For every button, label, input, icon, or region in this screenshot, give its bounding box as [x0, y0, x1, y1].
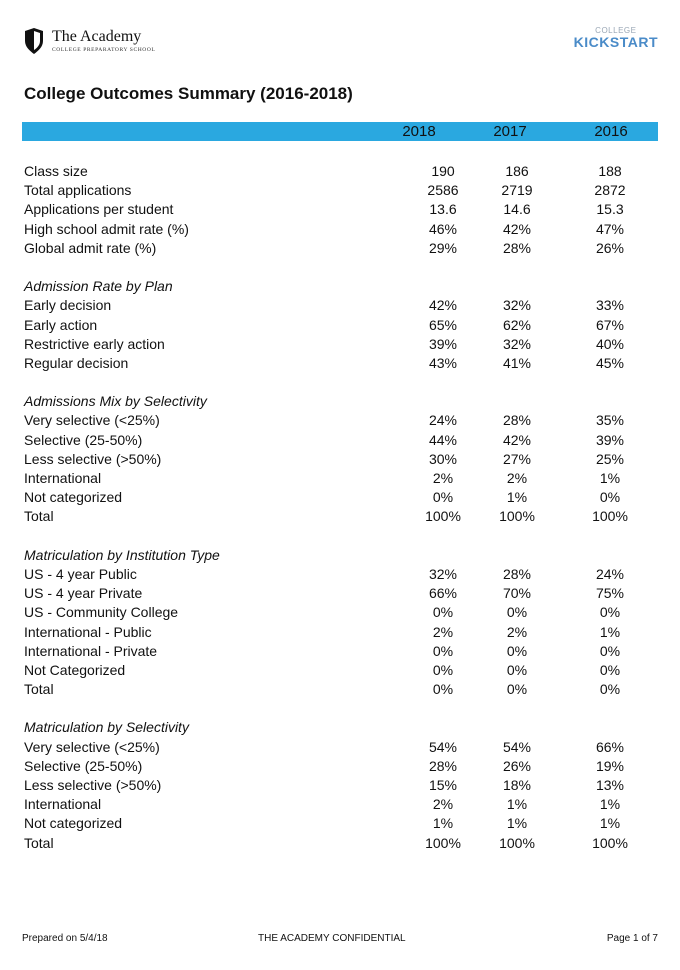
cell-value-2018: 39%	[428, 335, 458, 352]
section-spacer	[24, 373, 664, 392]
cell-value-2018: 100%	[425, 508, 461, 525]
cell-value-2016: 1%	[599, 796, 621, 813]
cell-value-2016: 1%	[599, 623, 621, 640]
prepared-date: Prepared on 5/4/18	[22, 933, 108, 944]
section-title-label: Admission Rate by Plan	[24, 278, 173, 295]
table-row	[24, 354, 664, 373]
row-label: Very selective (<25%)	[24, 738, 160, 755]
cell-value-2016: 1%	[599, 815, 621, 832]
cell-value-2017: 42%	[502, 431, 532, 448]
page-title: College Outcomes Summary (2016-2018)	[24, 84, 353, 103]
cell-value-2018: 0%	[432, 642, 454, 659]
cell-value-2018: 2%	[432, 470, 454, 486]
cell-value-2017: 28%	[502, 565, 532, 582]
cell-value-2018: 0%	[432, 489, 454, 506]
row-label: Regular decision	[24, 354, 129, 371]
cell-value-2017: 1%	[506, 796, 528, 813]
cell-value-2018: 100%	[425, 834, 461, 851]
cell-value-2016: 26%	[595, 239, 625, 256]
kickstart-logo	[574, 26, 658, 50]
table-row	[24, 469, 664, 488]
cell-value-2017: 186	[505, 163, 529, 179]
cell-value-2017: 0%	[506, 661, 528, 678]
row-label: Not categorized	[24, 815, 123, 832]
row-label: Applications per student	[24, 201, 174, 218]
cell-value-2018: 30%	[428, 450, 458, 467]
shield-icon	[24, 28, 44, 54]
logo-subtitle: COLLEGE PREPARATORY SCHOOL	[52, 47, 156, 53]
cell-value-2017: 32%	[502, 297, 532, 314]
section-title	[24, 718, 664, 737]
cell-value-2018: 2%	[432, 796, 454, 813]
cell-value-2016: 0%	[599, 661, 621, 678]
table-row	[24, 776, 664, 795]
table-row	[24, 565, 664, 584]
cell-value-2018: 15%	[428, 777, 458, 793]
table-row	[24, 450, 664, 469]
cell-value-2016: 13%	[595, 777, 625, 793]
cell-value-2018: 13.6	[429, 201, 457, 218]
row-label: Early action	[24, 316, 98, 333]
section-title-label: Matriculation by Institution Type	[24, 546, 220, 563]
cell-value-2017: 41%	[502, 354, 532, 371]
cell-value-2016: 0%	[599, 489, 621, 506]
cell-value-2017: 28%	[502, 239, 532, 256]
section-title-label: Matriculation by Selectivity	[24, 719, 189, 736]
cell-value-2018: 1%	[432, 815, 454, 832]
table-row	[24, 584, 664, 603]
section-title	[24, 277, 664, 296]
table-row	[24, 162, 664, 181]
row-label: Total	[24, 834, 54, 851]
cell-value-2018: 2%	[432, 623, 454, 640]
cell-value-2016: 0%	[599, 604, 621, 621]
cell-value-2017: 100%	[499, 508, 535, 525]
table-row	[24, 296, 664, 315]
table-row	[24, 239, 664, 258]
cell-value-2017: 1%	[506, 815, 528, 832]
cell-value-2017: 42%	[502, 220, 532, 237]
kickstart-logo-big: KICKSTART	[573, 34, 658, 50]
table-row	[24, 411, 664, 430]
row-label: International - Private	[24, 642, 158, 659]
table-row	[24, 795, 664, 814]
column-header-2016: 2016	[594, 123, 628, 140]
column-header-band	[22, 122, 658, 141]
cell-value-2018: 190	[431, 163, 455, 179]
cell-value-2017: 14.6	[503, 201, 531, 218]
table-row	[24, 488, 664, 507]
table-row	[24, 623, 664, 642]
row-label: Very selective (<25%)	[24, 412, 160, 429]
row-label: Total applications	[24, 182, 132, 199]
cell-value-2017: 18%	[502, 777, 532, 793]
cell-value-2017: 28%	[502, 412, 532, 429]
row-label: International	[24, 796, 102, 813]
row-label: Less selective (>50%)	[24, 450, 162, 467]
table-row	[24, 814, 664, 833]
row-label: Global admit rate (%)	[24, 239, 157, 256]
column-header-2018: 2018	[402, 123, 436, 140]
cell-value-2018: 24%	[428, 412, 458, 429]
row-label: Less selective (>50%)	[24, 777, 162, 793]
cell-value-2017: 32%	[502, 335, 532, 352]
cell-value-2017: 2%	[506, 470, 528, 486]
row-label: US - 4 year Private	[24, 585, 143, 602]
column-header-2017: 2017	[493, 123, 527, 140]
cell-value-2016: 33%	[595, 297, 625, 314]
cell-value-2016: 47%	[595, 220, 625, 237]
row-label: Selective (25-50%)	[24, 431, 143, 448]
row-label: Total	[24, 508, 54, 525]
cell-value-2017: 1%	[506, 489, 528, 506]
cell-value-2018: 2586	[427, 182, 459, 199]
cell-value-2016: 1%	[599, 470, 621, 486]
table-row	[24, 757, 664, 776]
table-row	[24, 661, 664, 680]
row-label: Not Categorized	[24, 661, 126, 678]
cell-value-2016: 66%	[595, 738, 625, 755]
table-row	[24, 680, 664, 699]
cell-value-2016: 67%	[595, 316, 625, 333]
cell-value-2016: 100%	[592, 508, 628, 525]
cell-value-2017: 0%	[506, 642, 528, 659]
cell-value-2016: 35%	[595, 412, 625, 429]
cell-value-2017: 100%	[499, 834, 535, 851]
cell-value-2018: 46%	[428, 220, 458, 237]
section-spacer	[24, 527, 664, 546]
row-label: International - Public	[24, 623, 152, 640]
page-number: Page 1 of 7	[606, 933, 658, 944]
section-title	[24, 546, 664, 565]
cell-value-2016: 188	[598, 163, 622, 179]
cell-value-2016: 100%	[592, 834, 628, 851]
table-row	[24, 834, 664, 853]
outcomes-table	[24, 162, 664, 853]
cell-value-2016: 45%	[595, 354, 625, 371]
logo-title: The Academy	[52, 28, 142, 45]
table-row	[24, 603, 664, 622]
table-row	[24, 507, 664, 526]
row-label: Restrictive early action	[24, 335, 165, 352]
cell-value-2016: 0%	[599, 642, 621, 659]
cell-value-2017: 27%	[502, 450, 532, 467]
cell-value-2016: 75%	[595, 585, 625, 602]
cell-value-2017: 70%	[502, 585, 532, 602]
cell-value-2018: 44%	[428, 431, 458, 448]
cell-value-2016: 15.3	[596, 201, 624, 218]
cell-value-2018: 32%	[428, 565, 458, 582]
cell-value-2018: 65%	[428, 316, 458, 333]
row-label: US - 4 year Public	[24, 565, 137, 582]
cell-value-2018: 28%	[428, 757, 458, 774]
cell-value-2018: 66%	[428, 585, 458, 602]
table-row	[24, 181, 664, 200]
table-row	[24, 642, 664, 661]
table-row	[24, 431, 664, 450]
cell-value-2018: 0%	[432, 661, 454, 678]
row-label: Not categorized	[24, 489, 123, 506]
academy-logo	[24, 28, 155, 54]
cell-value-2016: 24%	[595, 565, 625, 582]
kickstart-logo-small: COLLEGE	[595, 26, 637, 35]
cell-value-2016: 39%	[595, 431, 625, 448]
cell-value-2017: 62%	[502, 316, 532, 333]
section-spacer	[24, 258, 664, 277]
section-title	[24, 392, 664, 411]
cell-value-2018: 42%	[428, 297, 458, 314]
cell-value-2016: 25%	[595, 450, 625, 467]
table-row	[24, 200, 664, 219]
cell-value-2016: 19%	[595, 757, 625, 774]
cell-value-2017: 2%	[506, 623, 528, 640]
row-label: High school admit rate (%)	[24, 220, 189, 237]
table-row	[24, 316, 664, 335]
cell-value-2016: 40%	[595, 335, 625, 352]
cell-value-2017: 2719	[501, 182, 533, 199]
cell-value-2017: 0%	[506, 681, 528, 698]
cell-value-2018: 29%	[428, 239, 458, 256]
cell-value-2017: 0%	[506, 604, 528, 621]
cell-value-2017: 54%	[502, 738, 532, 755]
cell-value-2018: 0%	[432, 604, 454, 621]
row-label: International	[24, 470, 102, 486]
row-label: US - Community College	[24, 604, 179, 621]
row-label: Total	[24, 681, 54, 698]
cell-value-2016: 2872	[594, 182, 626, 199]
table-row	[24, 220, 664, 239]
section-spacer	[24, 699, 664, 718]
confidential-label: THE ACADEMY CONFIDENTIAL	[258, 933, 406, 944]
cell-value-2018: 54%	[428, 738, 458, 755]
row-label: Class size	[24, 163, 88, 179]
cell-value-2016: 0%	[599, 681, 621, 698]
table-row	[24, 738, 664, 757]
cell-value-2017: 26%	[502, 757, 532, 774]
row-label: Early decision	[24, 297, 112, 314]
cell-value-2018: 0%	[432, 681, 454, 698]
page-header	[24, 26, 660, 62]
cell-value-2018: 43%	[428, 354, 458, 371]
row-label: Selective (25-50%)	[24, 757, 143, 774]
section-title-label: Admissions Mix by Selectivity	[24, 393, 207, 410]
table-row	[24, 335, 664, 354]
